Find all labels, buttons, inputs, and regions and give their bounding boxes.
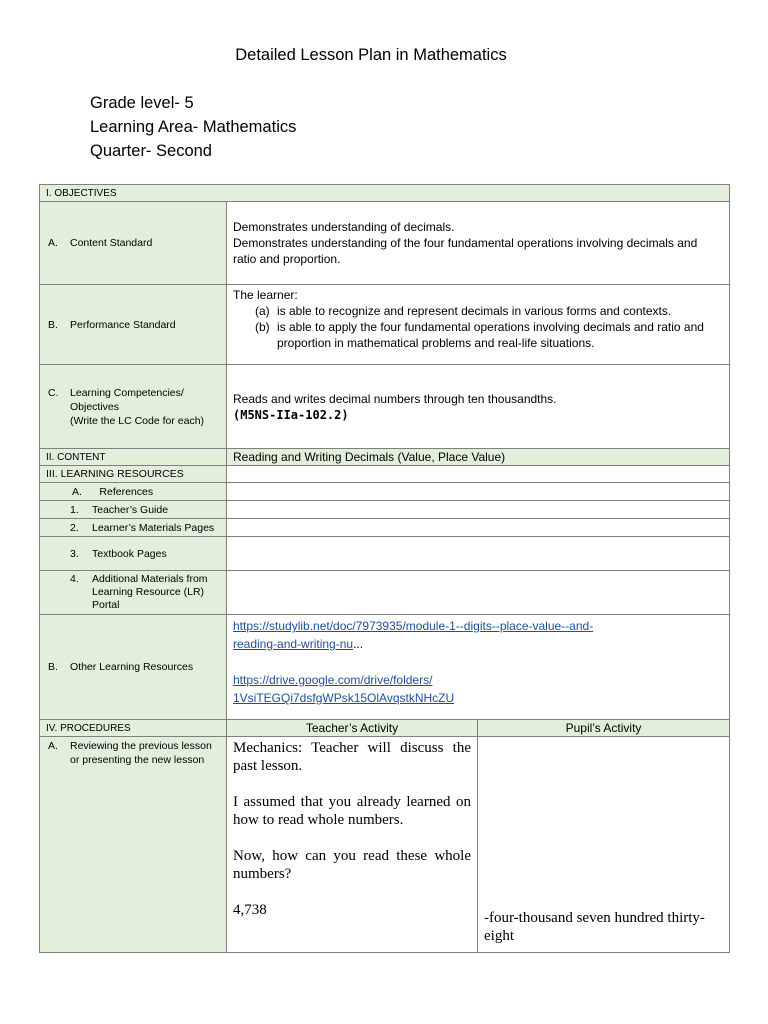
empty-cell (227, 466, 730, 483)
list-item-text: is able to recognize and represent decimals in various forms and contexts. (277, 304, 672, 318)
list-item (255, 303, 723, 319)
competencies-label (40, 365, 227, 449)
pupil-activity-cell (478, 737, 730, 953)
content-standard-value (227, 202, 730, 285)
studylib-link[interactable]: reading-and-writing-nu (233, 637, 354, 651)
list-item-text: is able to apply the four fundamental operations involving decimals and ratio and proportion in mathematical problems and real-life situations. (277, 320, 704, 350)
empty-cell (227, 571, 730, 615)
teacher-paragraph: Mechanics: Teacher will discuss the past lesson. (233, 740, 471, 774)
row-label: Additional Materials from Learning Resource (LR) Portal (92, 573, 208, 611)
empty-cell (227, 501, 730, 519)
row-letter: B. (48, 318, 58, 331)
resources-header: III. LEARNING RESOURCES (40, 466, 227, 483)
procedures-header: IV. PROCEDURES (40, 720, 227, 737)
lc-code: (M5NS-IIa-102.2) (233, 407, 349, 422)
textbook-pages-label (40, 537, 227, 571)
other-resources-value (227, 615, 730, 720)
list-marker: (a) (255, 304, 270, 318)
pupil-answer: -four-thousand seven hundred thirty-eight (484, 910, 705, 944)
list-marker: (b) (255, 320, 270, 334)
other-resources-label (40, 615, 227, 720)
performance-standard-value (227, 285, 730, 365)
teacher-paragraph: Now, how can you read these whole numbers? (233, 848, 471, 882)
row-label: Learning Competencies/ (70, 386, 184, 399)
row-number: 1. (70, 503, 79, 516)
row-label: (Write the LC Code for each) (70, 414, 205, 427)
row-label: Other Learning Resources (70, 661, 194, 673)
content-value: Reading and Writing Decimals (Value, Place Value) (227, 449, 730, 466)
content-standard-line: Demonstrates understanding of the four fundamental operations involving decimals and ratio and proportion. (233, 236, 698, 266)
document-title: Detailed Lesson Plan in Mathematics (235, 46, 507, 64)
row-letter: C. (48, 386, 59, 399)
learning-area: Learning Area- Mathematics (90, 118, 297, 136)
content-header: II. CONTENT (40, 449, 227, 466)
row-label: Objectives (70, 400, 120, 413)
row-number: 2. (70, 521, 79, 534)
teacher-activity-cell (227, 737, 478, 953)
row-label: Teacher’s Guide (92, 503, 169, 516)
row-letter: A. (48, 237, 58, 249)
content-standard-line: Demonstrates understanding of decimals. (233, 220, 455, 234)
drive-link[interactable]: 1VsiTEGQi7dsfgWPsk15OlAvqstkNHcZU (233, 691, 455, 705)
grade-level: Grade level- 5 (90, 94, 194, 112)
row-number: 3. (70, 547, 79, 560)
performance-list (233, 303, 723, 351)
drive-link[interactable]: https://drive.google.com/drive/folders/ (233, 673, 433, 687)
content-standard-label (40, 202, 227, 285)
teacher-activity-header: Teacher’s Activity (227, 720, 478, 737)
competencies-value (227, 365, 730, 449)
empty-cell (227, 537, 730, 571)
competency-text: Reads and writes decimal numbers through ten thousandths. (233, 391, 557, 406)
row-letter: B. (48, 661, 58, 673)
row-label: Reviewing the previous lesson or presenting the new lesson (70, 740, 212, 766)
empty-cell (227, 519, 730, 537)
additional-materials-label (40, 571, 227, 615)
studylib-link[interactable]: https://studylib.net/doc/7973935/module-1--digits--place-value--and- (233, 619, 594, 633)
teacher-example-number: 4,738 (233, 902, 267, 918)
procedure-step-a (40, 737, 227, 953)
empty-cell (227, 483, 730, 501)
references-label: A. References (40, 483, 227, 501)
row-letter: A. (48, 740, 58, 752)
lesson-plan-table (39, 184, 730, 953)
performance-standard-label (40, 285, 227, 365)
learners-materials-label (40, 519, 227, 537)
row-label: Content Standard (70, 237, 153, 249)
teacher-paragraph: I assumed that you already learned on how to read whole numbers. (233, 794, 471, 828)
row-number: 4. (70, 573, 79, 585)
row-label: Learner’s Materials Pages (92, 521, 215, 534)
pupil-activity-header: Pupil’s Activity (478, 720, 730, 737)
list-item (255, 319, 723, 351)
objectives-header: I. OBJECTIVES (40, 185, 730, 202)
performance-intro: The learner: (233, 288, 298, 302)
teachers-guide-label (40, 501, 227, 519)
row-label: Performance Standard (70, 318, 176, 331)
row-label: Textbook Pages (92, 547, 167, 560)
quarter: Quarter- Second (90, 142, 212, 160)
ellipsis: ... (353, 637, 364, 651)
